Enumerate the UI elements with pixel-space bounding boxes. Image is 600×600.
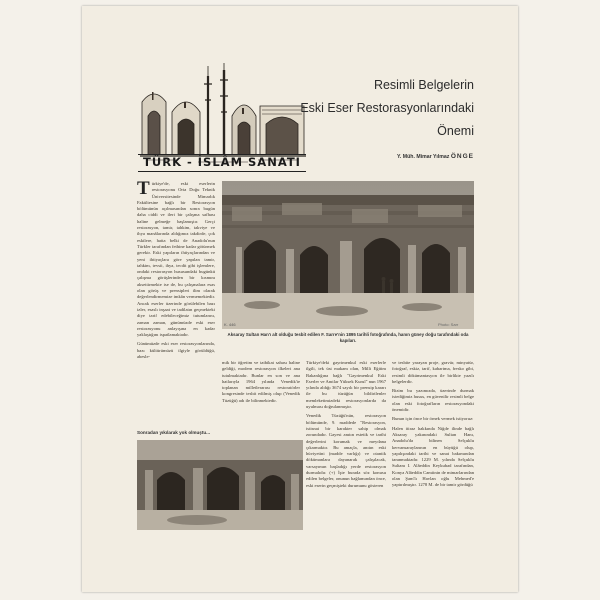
- text-column-1: [137, 178, 215, 363]
- text-column-4: [392, 360, 474, 492]
- main-photo-caption: Aksaray Sultan Han'ı alt olduğu tesbit edilen F. Sarre'nin 1895 tarihli fotoğrafında, hanın güney doğu tarafındaki oda kapıları.: [227, 332, 469, 343]
- col1-paragraph-2: Günümüzde eski eser restorasyonlarında, bazı kültürümüzü ilgiyle görüldüğü, abesle-: [137, 341, 215, 360]
- author-surname: ÖNGE: [450, 153, 474, 160]
- col3-paragraph-2: Venedik Tüzüğü'nün, restorasyon bölümünde, 9. maddede "Restorasyon, istisnai bir karakter sahip olmak zorundadır. Gayesi anıtın estetik ve tarihi değerlerini korumak ve meydana çıkarmaktır. Bu amaçla, anıtın eski hüviyetini (madde varlığı) ve otantik dökümanlara dayanarak çalışılacak, varsayımın başladığı yerde restorasyon durmalıdır. (+) İşte burada söz konusu edilen belgeler, onunun bağlamından önce, eski eserin geçmişteki durumunu gösteren: [306, 413, 386, 488]
- col4-paragraph-3: Bunun için önce bir örnek vermek istiyoruz:: [392, 416, 474, 422]
- col4-paragraph-2: Bizim bu yazımızda, üzerinde durmak istediğimiz husus, en güvenilir resimli belge olan eski fotoğrafların restorasyondaki önemidir.: [392, 388, 474, 413]
- author-prefix: Y. Müh. Mimar Yılmaz: [397, 154, 450, 160]
- text-column-3: [306, 360, 386, 492]
- text-column-2: [222, 360, 300, 407]
- title-line-2: Eski Eser Restorasyonlarındaki: [300, 101, 474, 115]
- sultan-han-photo: [222, 181, 474, 329]
- section-label: TÜRK - İSLÂM SANATI: [138, 154, 306, 172]
- small-ruins-image: [137, 440, 303, 530]
- author-byline: [300, 153, 474, 160]
- small-ruins-photo: [137, 440, 303, 530]
- title-line-3: Önemi: [437, 124, 474, 138]
- photo-id: K. 446: [224, 322, 236, 327]
- col2-paragraph: mik bir öğretim ve tatbikat sahası haline geldiği, modern restorasyon ilkeleri ana tutulmaktadır. Bunlar en son ve ana hatlarıyla 1964 yılında Venedik'te toplanan milletlerarası restoratörler kongresinde tesbit edilmiş olup (Venedik Tüzüğü) adı ile bilinmektedir.: [222, 360, 300, 403]
- col3-paragraph-1: Türkiye'deki gayrimenkul eski eserlerle ilgili, tek üst makam olan, Milli Eğitim Bakanlığına bağlı "Gayrimenkul Eski Eserler ve Anıtlar Yüksek Kurul" nun 1967 yılında aldığı 3674 sayılı bir prensip kararı ile bu tüzüğün bildirilenler memleketimizdeki restorasyonlarda da uyulması doğrulanmıştır.: [306, 360, 386, 410]
- sultan-han-ruins-image: [222, 181, 474, 329]
- col4-paragraph-4: Halen itiraz hakkında Niğde ilinde bağlı Aksaray yakınındaki Sultan Hanı, Anadolu'da bilinen Selçuklu kervansaraylarının en büyüğü olup, yapılışındaki tarihi ve sanat bakımından tanınmaktadır. 1229 M. yılında Selçuklu Sultanı I. Alâeddin Keykubad tarafından, Konya Alâeddin Camiinin de mimarlarından olan Şam'lı Havlan oğlu Mehmed'e yaptırılmıştır. 1278 M. de bir tamir gördüğü: [392, 425, 474, 488]
- title-line-1: Resimli Belgelerin: [373, 78, 474, 92]
- small-photo-caption: Sonradan yıkılarak yok olmuştu...: [137, 430, 211, 435]
- drop-cap: T: [137, 178, 150, 199]
- article-title: [300, 74, 474, 143]
- col1-paragraph-1: ürkiye'de, eski eserlerin restorasyonu Orta Doğu Teknik Üniversitesinde Mimarlık Fakültesine bağlı bir Restorasyon bölümünün açılmasından sonra bugün daha ciddi ve ileri bir çalışma safhası haline gelmeğe başlamıştır. Gerçi restorasyon, tamir, tahkim, takviye ve ihya manâlarında aldığımız takdirde, çok eskilere, hatta belki de Anadolu'nun Türkler tarafından fethine kadar götürmek gerekir. Eski yapıların ihtiyaçlarından ve yeni ihtiyaçlara göre yapılan tamir, tahkim, tevsii, ihya, tecdit gibi işlemlere, ondaki restorasyon hususundaki bugünkü çalışma görüşlerinden bir kısmını aksettirmekte ise de, bu çalışmalara esas olan görüş ve prensipleri ilim olarak değerlendirmemize imkân vermemektedir. Ancak eserler üzerinde görülebilen bazı izler, esaslı inşaat ve tadilatın geçmekteki diye tarif edebileceğimiz tutumlarını, zaman zaman, günümüzde eski eser restorasyonu anlayışına en kadar yaklaştığını ispatlamaktadır.: [137, 181, 215, 338]
- photo-credit: Photo: Sarr: [438, 322, 459, 327]
- col4-paragraph-1: ve tesbite yarayan proje, gravür, minyatür, fotoğraf, eskiz, tarif, kabartma, fresko gibi, resimli dökümantasyon ile birlikte yazılı belgelerdir.: [392, 360, 474, 384]
